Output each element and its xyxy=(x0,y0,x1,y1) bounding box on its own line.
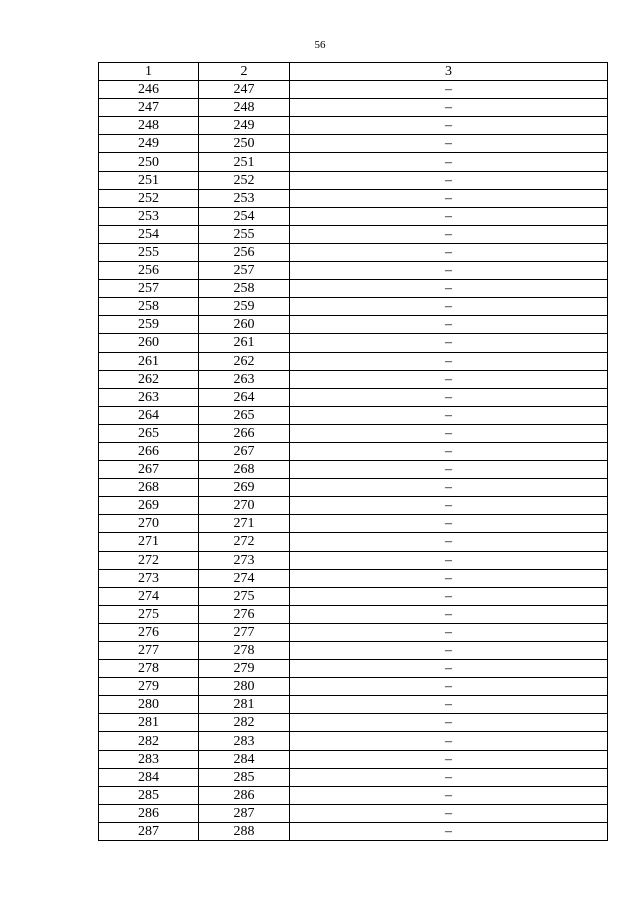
page-number: 56 xyxy=(314,39,326,51)
table-cell-col-3: – xyxy=(290,515,608,533)
table-row xyxy=(99,424,608,442)
table-cell-col-2: 282 xyxy=(199,714,290,732)
table-cell-col-1: 278 xyxy=(99,660,199,678)
table-cell-col-3: – xyxy=(290,316,608,334)
table-cell-col-2: 249 xyxy=(199,117,290,135)
table-cell-col-1: 280 xyxy=(99,696,199,714)
table-row xyxy=(99,298,608,316)
table-row xyxy=(99,587,608,605)
table-cell-col-1: 273 xyxy=(99,569,199,587)
table-cell-col-2: 254 xyxy=(199,207,290,225)
table-row xyxy=(99,822,608,840)
table-cell-col-1: 271 xyxy=(99,533,199,551)
table-row xyxy=(99,732,608,750)
table-cell-col-1: 274 xyxy=(99,587,199,605)
table-row xyxy=(99,551,608,569)
table-cell-col-3: – xyxy=(290,732,608,750)
table-cell-col-1: 282 xyxy=(99,732,199,750)
table-row xyxy=(99,207,608,225)
table-row xyxy=(99,714,608,732)
data-table xyxy=(98,62,608,841)
table-cell-col-2: 259 xyxy=(199,298,290,316)
table-cell-col-3: – xyxy=(290,569,608,587)
table-row xyxy=(99,678,608,696)
table-cell-col-1: 277 xyxy=(99,642,199,660)
table-cell-col-3: – xyxy=(290,81,608,99)
table-cell-col-2: 263 xyxy=(199,370,290,388)
table-cell-col-1: 272 xyxy=(99,551,199,569)
table-row xyxy=(99,768,608,786)
table-cell-col-3: – xyxy=(290,388,608,406)
table-cell-col-1: 250 xyxy=(99,153,199,171)
table-cell-col-3: – xyxy=(290,551,608,569)
table-cell-col-1: 251 xyxy=(99,171,199,189)
table-cell-col-1: 253 xyxy=(99,207,199,225)
table-cell-col-3: – xyxy=(290,424,608,442)
table-cell-col-3: – xyxy=(290,696,608,714)
table-cell-col-1: 279 xyxy=(99,678,199,696)
table-cell-col-1: 286 xyxy=(99,804,199,822)
table-cell-col-2: 265 xyxy=(199,406,290,424)
table-row xyxy=(99,750,608,768)
table-cell-col-1: 275 xyxy=(99,605,199,623)
table-cell-col-2: 279 xyxy=(199,660,290,678)
table-cell-col-1: 262 xyxy=(99,370,199,388)
table-row xyxy=(99,623,608,641)
table-cell-col-1: 259 xyxy=(99,316,199,334)
table-row xyxy=(99,81,608,99)
table-cell-col-3: – xyxy=(290,461,608,479)
table-cell-col-1: 270 xyxy=(99,515,199,533)
table-cell-col-1: 284 xyxy=(99,768,199,786)
table-row xyxy=(99,189,608,207)
table-row xyxy=(99,352,608,370)
table-cell-col-2: 257 xyxy=(199,262,290,280)
table-row xyxy=(99,442,608,460)
table-cell-col-2: 262 xyxy=(199,352,290,370)
table-cell-col-3: – xyxy=(290,171,608,189)
table-cell-col-1: 248 xyxy=(99,117,199,135)
table-header-row xyxy=(99,63,608,81)
table-cell-col-2: 287 xyxy=(199,804,290,822)
table-cell-col-2: 286 xyxy=(199,786,290,804)
table-cell-col-1: 267 xyxy=(99,461,199,479)
table-row xyxy=(99,569,608,587)
table-cell-col-1: 283 xyxy=(99,750,199,768)
table-cell-col-3: – xyxy=(290,768,608,786)
table-row xyxy=(99,370,608,388)
table-cell-col-2: 256 xyxy=(199,243,290,261)
table-cell-col-3: – xyxy=(290,479,608,497)
table-row xyxy=(99,479,608,497)
table-cell-col-3: – xyxy=(290,117,608,135)
table-cell-col-2: 269 xyxy=(199,479,290,497)
table-cell-col-3: – xyxy=(290,280,608,298)
table-row xyxy=(99,135,608,153)
table-cell-col-1: 247 xyxy=(99,99,199,117)
table-cell-col-1: 261 xyxy=(99,352,199,370)
table-cell-col-1: 252 xyxy=(99,189,199,207)
table-cell-col-2: 276 xyxy=(199,605,290,623)
table-cell-col-3: – xyxy=(290,243,608,261)
table-cell-col-1: 257 xyxy=(99,280,199,298)
table-cell-col-2: 285 xyxy=(199,768,290,786)
table-cell-col-2: 284 xyxy=(199,750,290,768)
table-cell-col-2: 280 xyxy=(199,678,290,696)
table-cell-col-3: – xyxy=(290,370,608,388)
table-row xyxy=(99,280,608,298)
table-cell-col-2: 274 xyxy=(199,569,290,587)
table-cell-col-1: 260 xyxy=(99,334,199,352)
table-row xyxy=(99,642,608,660)
table-cell-col-1: 281 xyxy=(99,714,199,732)
table-cell-col-2: 268 xyxy=(199,461,290,479)
table-cell-col-2: 270 xyxy=(199,497,290,515)
table-cell-col-2: 283 xyxy=(199,732,290,750)
table-row xyxy=(99,533,608,551)
table-cell-col-2: 253 xyxy=(199,189,290,207)
table-cell-col-1: 276 xyxy=(99,623,199,641)
table-row xyxy=(99,153,608,171)
table-cell-col-2: 250 xyxy=(199,135,290,153)
table-cell-col-3: – xyxy=(290,642,608,660)
table-cell-col-2: 266 xyxy=(199,424,290,442)
table-cell-col-1: 263 xyxy=(99,388,199,406)
table-cell-col-3: – xyxy=(290,442,608,460)
table-cell-col-2: 255 xyxy=(199,225,290,243)
table-cell-col-1: 285 xyxy=(99,786,199,804)
table-cell-col-2: 271 xyxy=(199,515,290,533)
table-row xyxy=(99,461,608,479)
table-cell-col-3: – xyxy=(290,207,608,225)
table-cell-col-1: 255 xyxy=(99,243,199,261)
table-cell-col-3: – xyxy=(290,660,608,678)
column-header-1: 1 xyxy=(99,63,199,81)
table-cell-col-1: 287 xyxy=(99,822,199,840)
table-row xyxy=(99,515,608,533)
table-cell-col-3: – xyxy=(290,406,608,424)
table-cell-col-3: – xyxy=(290,714,608,732)
table-cell-col-3: – xyxy=(290,262,608,280)
table-cell-col-3: – xyxy=(290,587,608,605)
table-row xyxy=(99,497,608,515)
table-cell-col-2: 247 xyxy=(199,81,290,99)
table-cell-col-3: – xyxy=(290,678,608,696)
table-cell-col-3: – xyxy=(290,605,608,623)
table-cell-col-3: – xyxy=(290,99,608,117)
table-cell-col-2: 273 xyxy=(199,551,290,569)
table-cell-col-2: 277 xyxy=(199,623,290,641)
table-cell-col-3: – xyxy=(290,804,608,822)
column-header-3: 3 xyxy=(290,63,608,81)
table-cell-col-2: 248 xyxy=(199,99,290,117)
table-cell-col-3: – xyxy=(290,822,608,840)
table-cell-col-3: – xyxy=(290,533,608,551)
table-cell-col-1: 249 xyxy=(99,135,199,153)
table-cell-col-2: 288 xyxy=(199,822,290,840)
column-header-2: 2 xyxy=(199,63,290,81)
table-row xyxy=(99,99,608,117)
table-row xyxy=(99,243,608,261)
table-cell-col-2: 251 xyxy=(199,153,290,171)
table-cell-col-1: 258 xyxy=(99,298,199,316)
table-cell-col-2: 261 xyxy=(199,334,290,352)
table-cell-col-1: 246 xyxy=(99,81,199,99)
table-cell-col-3: – xyxy=(290,153,608,171)
table-body xyxy=(99,81,608,841)
table-cell-col-2: 264 xyxy=(199,388,290,406)
table-row xyxy=(99,804,608,822)
table-cell-col-2: 275 xyxy=(199,587,290,605)
table-row xyxy=(99,660,608,678)
table-row xyxy=(99,696,608,714)
table-cell-col-2: 278 xyxy=(199,642,290,660)
table-cell-col-1: 264 xyxy=(99,406,199,424)
table-cell-col-1: 268 xyxy=(99,479,199,497)
table-cell-col-3: – xyxy=(290,298,608,316)
table-cell-col-2: 252 xyxy=(199,171,290,189)
table-cell-col-3: – xyxy=(290,135,608,153)
table-row xyxy=(99,334,608,352)
table-cell-col-3: – xyxy=(290,189,608,207)
table-row xyxy=(99,605,608,623)
table-cell-col-3: – xyxy=(290,497,608,515)
table-cell-col-1: 269 xyxy=(99,497,199,515)
table-cell-col-3: – xyxy=(290,225,608,243)
table-cell-col-3: – xyxy=(290,786,608,804)
table-cell-col-3: – xyxy=(290,750,608,768)
table-row xyxy=(99,406,608,424)
table-cell-col-2: 258 xyxy=(199,280,290,298)
table-cell-col-2: 272 xyxy=(199,533,290,551)
table-row xyxy=(99,388,608,406)
table-cell-col-3: – xyxy=(290,623,608,641)
table-row xyxy=(99,786,608,804)
table-row xyxy=(99,262,608,280)
table-cell-col-2: 260 xyxy=(199,316,290,334)
table-cell-col-2: 267 xyxy=(199,442,290,460)
table-cell-col-3: – xyxy=(290,352,608,370)
table-cell-col-1: 265 xyxy=(99,424,199,442)
table-row xyxy=(99,225,608,243)
table-cell-col-1: 254 xyxy=(99,225,199,243)
table-row xyxy=(99,171,608,189)
table-cell-col-1: 256 xyxy=(99,262,199,280)
table-row xyxy=(99,316,608,334)
table-cell-col-3: – xyxy=(290,334,608,352)
table-cell-col-2: 281 xyxy=(199,696,290,714)
table-cell-col-1: 266 xyxy=(99,442,199,460)
table-row xyxy=(99,117,608,135)
